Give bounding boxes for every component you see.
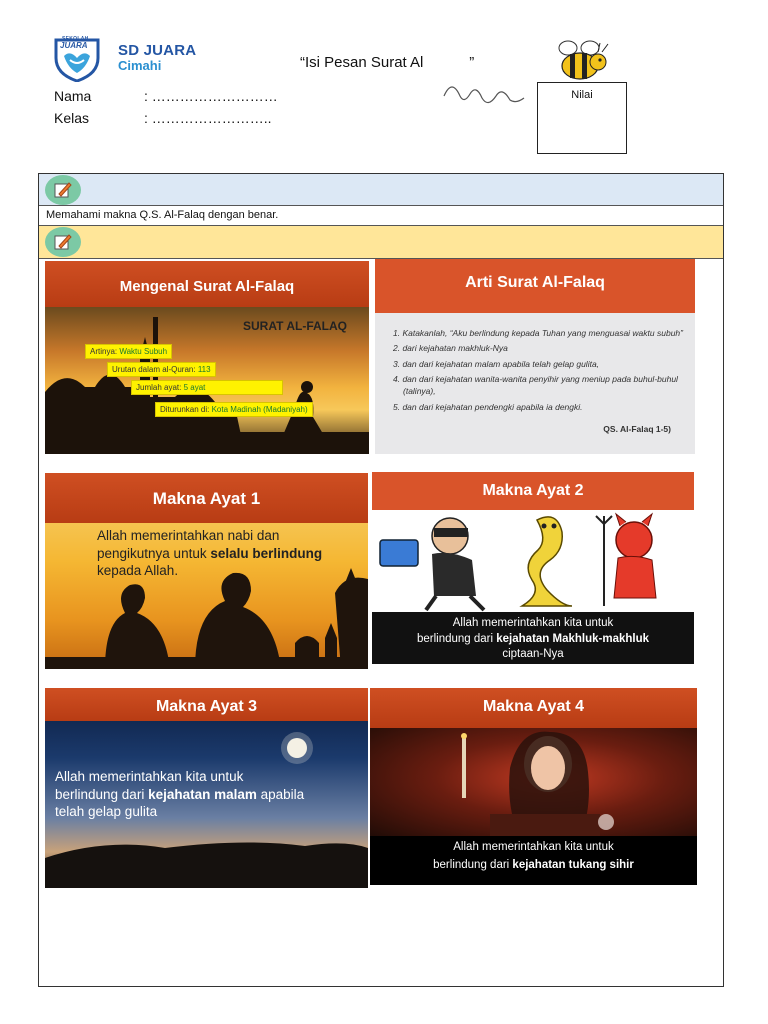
info-tag	[107, 362, 216, 377]
text-part: kepada Allah.	[97, 563, 179, 579]
brand-city: Cimahi	[118, 58, 162, 73]
slide-makna-ayat-4	[370, 688, 697, 885]
pencil-note-icon	[45, 175, 81, 205]
logo-top-text: SEKOLAH	[62, 36, 89, 42]
pencil-note-icon	[45, 227, 81, 257]
text-part: Allah memerintahkan nabi dan pengikutnya untuk	[97, 528, 280, 561]
text-bold: kejahatan malam	[148, 786, 257, 802]
slide-heading: Makna Ayat 2	[372, 472, 694, 510]
text-bold: kejahatan tukang sihir	[512, 859, 634, 872]
list-item: 5. dan dari kejahatan pendengki apabila ia dengki.	[393, 401, 583, 412]
verse-reference: QS. Al-Falaq 1-5)	[603, 424, 671, 434]
tag-value: 5 ayat	[183, 383, 206, 392]
tag-label: Artinya:	[90, 347, 120, 356]
slide-heading: Mengenal Surat Al-Falaq	[45, 261, 369, 307]
slide-text	[97, 527, 342, 580]
nilai-label: Nilai	[571, 89, 593, 101]
surah-title: SURAT AL-FALAQ	[243, 319, 347, 333]
slide-heading: Arti Surat Al-Falaq	[375, 259, 695, 313]
slide-caption	[372, 612, 694, 664]
caption-line: Allah memerintahkan kita untuk	[453, 841, 614, 853]
school-logo	[52, 36, 202, 82]
objective-header-band	[39, 174, 723, 206]
text-line: Allah memerintahkan kita untuk	[55, 769, 244, 784]
creature-illustrations-image	[372, 510, 694, 614]
tag-value: Waktu Subuh	[119, 347, 168, 356]
slide-heading: Makna Ayat 1	[45, 473, 368, 523]
slide-makna-ayat-3	[45, 688, 368, 888]
text-part: berlindung dari	[55, 786, 149, 802]
fortune-teller-image	[370, 728, 697, 838]
brand-name: SD JUARA	[118, 42, 197, 59]
objective-row	[39, 206, 723, 226]
slide-mengenal-surat	[45, 261, 369, 454]
info-tag	[131, 380, 283, 395]
document-title: “Isi Pesan Surat Al ”	[300, 54, 475, 71]
tag-label: Urutan dalam al-Quran:	[112, 365, 198, 374]
objective-text: Memahami makna Q.S. Al-Falaq dengan benar.	[46, 209, 279, 221]
thief-icon	[380, 518, 484, 610]
nilai-box[interactable]	[537, 82, 627, 154]
text-bold: kejahatan Makhluk-makhluk	[496, 632, 650, 645]
slide-makna-ayat-2	[372, 472, 694, 668]
info-tag	[155, 402, 313, 417]
tag-label: Jumlah ayat:	[136, 383, 184, 392]
caption-line: ciptaan-Nya	[502, 648, 564, 661]
list-item: 2. dari kejahatan makhluk-Nya	[393, 343, 508, 354]
nama-label: Nama	[54, 88, 92, 104]
tag-value: 113	[197, 365, 211, 374]
logo-small-text: JUARA	[60, 41, 88, 50]
list-item: 1. Katakanlah, “Aku berlindung kepada Tuhan yang menguasai waktu subuh”	[393, 328, 683, 338]
caption-line: Allah memerintahkan kita untuk	[452, 617, 614, 629]
text-part: berlindung dari	[416, 632, 497, 645]
info-tag	[85, 344, 172, 359]
material-header-band	[39, 226, 723, 259]
caption-line	[372, 632, 694, 648]
text-bold: selalu berlindung	[210, 545, 323, 561]
slide-makna-ayat-1	[45, 473, 368, 669]
kelas-field[interactable]: : ……………………..	[144, 110, 272, 126]
nama-field[interactable]: : ………………………	[144, 88, 278, 104]
text-part: apabila	[256, 786, 305, 802]
tag-label: Diturunkan di:	[160, 405, 212, 414]
text-line	[55, 786, 360, 804]
text-line: telah gelap gulita	[55, 804, 158, 820]
tag-value: Kota Madinah (Madaniyah)	[211, 405, 308, 414]
list-item: 4. dan dari kejahatan wanita-wanita penyihir yang meniup pada buhul-buhul (talinya),	[393, 373, 678, 397]
caption-line	[370, 856, 697, 874]
kelas-label: Kelas	[54, 110, 90, 126]
slide-heading: Makna Ayat 3	[45, 688, 368, 721]
list-item: 3. dan dari kejahatan malam apabila telah gelap gulita,	[393, 358, 600, 369]
slide-heading: Makna Ayat 4	[370, 688, 697, 728]
translation-list	[393, 327, 688, 416]
devil-icon	[596, 514, 656, 606]
text-part: berlindung dari	[433, 859, 513, 872]
snake-icon	[522, 517, 572, 606]
slide-text	[55, 768, 360, 821]
slide-caption	[370, 836, 697, 885]
slide-arti-surat	[375, 259, 695, 454]
